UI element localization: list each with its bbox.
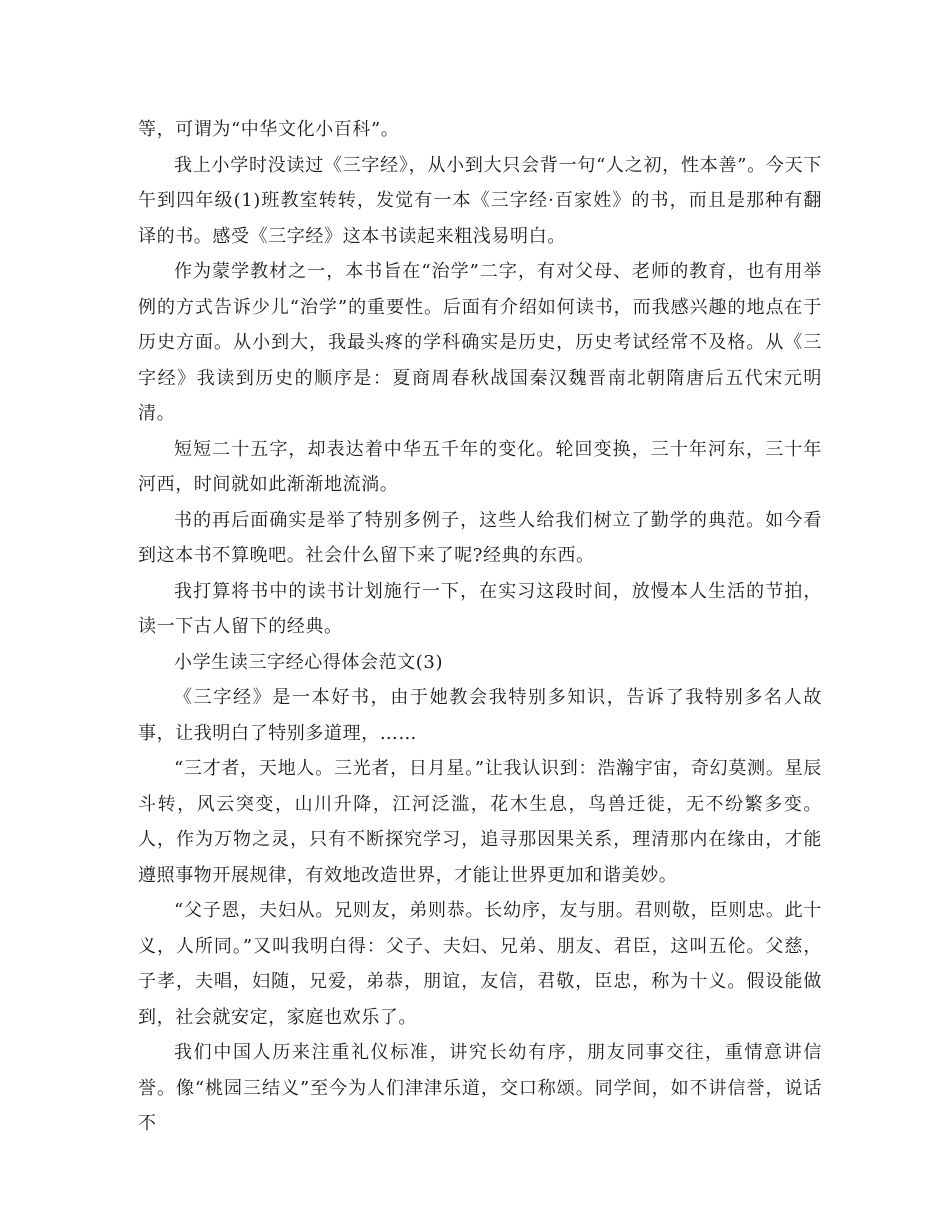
document-body	[138, 112, 822, 1142]
paragraph-7: 《三字经》是一本好书，由于她教会我特别多知识，告诉了我特别多名人故事，让我明白了特别多道理，……	[138, 687, 822, 744]
paragraph-1: 等，可谓为“中华文化小百科”。	[138, 119, 400, 140]
paragraph-4: 短短二十五字，却表达着中华五千年的变化。轮回变换，三十年河东，三十年河西，时间就如此渐渐地流淌。	[138, 438, 822, 495]
paragraph-10: 我们中国人历来注重礼仪标准，讲究长幼有序，朋友同事交往，重情意讲信誉。像“桃园三结义”至今为人们津津乐道，交口称颂。同学间，如不讲信誉，说话不	[138, 1042, 822, 1134]
paragraph-6: 我打算将书中的读书计划施行一下，在实习这段时间，放慢本人生活的节拍，读一下古人留下的经典。	[138, 580, 822, 637]
section-heading: 小学生读三字经心得体会范文(3)	[174, 651, 444, 673]
paragraph-5: 书的再后面确实是举了特别多例子，这些人给我们树立了勤学的典范。如今看到这本书不算晚吧。社会什么留下来了呢?经典的东西。	[138, 509, 822, 566]
paragraph-8: “三才者，天地人。三光者，日月星。”让我认识到：浩瀚宇宙，奇幻莫测。星辰斗转，风云突变，山川升降，江河泛滥，花木生息，鸟兽迁徙，无不纷繁多变。人，作为万物之灵，只有不断探究学习，追寻那因果关系，理清那内在缘由，才能遵照事物开展规律，有效地改造世界，才能让世界更加和谐美妙。	[138, 758, 822, 886]
paragraph-2: 我上小学时没读过《三字经》，从小到大只会背一句“人之初，性本善”。今天下午到四年级(1)班教室转转，发觉有一本《三字经·百家姓》的书，而且是那种有翻译的书。感受《三字经》这本书读起来粗浅易明白。	[138, 154, 822, 247]
paragraph-3: 作为蒙学教材之一，本书旨在“治学”二字，有对父母、老师的教育，也有用举例的方式告诉少儿“治学”的重要性。后面有介绍如何读书，而我感兴趣的地点在于历史方面。从小到大，我最头疼的学科确实是历史，历史考试经常不及格。从《三字经》我读到历史的顺序是：夏商周春秋战国秦汉魏晋南北朝隋唐后五代宋元明清。	[138, 261, 822, 424]
paragraph-9: “父子恩，夫妇从。兄则友，弟则恭。长幼序，友与朋。君则敬，臣则忠。此十义，人所同。”又叫我明白得：父子、夫妇、兄弟、朋友、君臣，这叫五伦。父慈，子孝，夫唱，妇随，兄爱，弟恭，朋谊，友信，君敬，臣忠，称为十义。假设能做到，社会就安定，家庭也欢乐了。	[138, 900, 822, 1028]
